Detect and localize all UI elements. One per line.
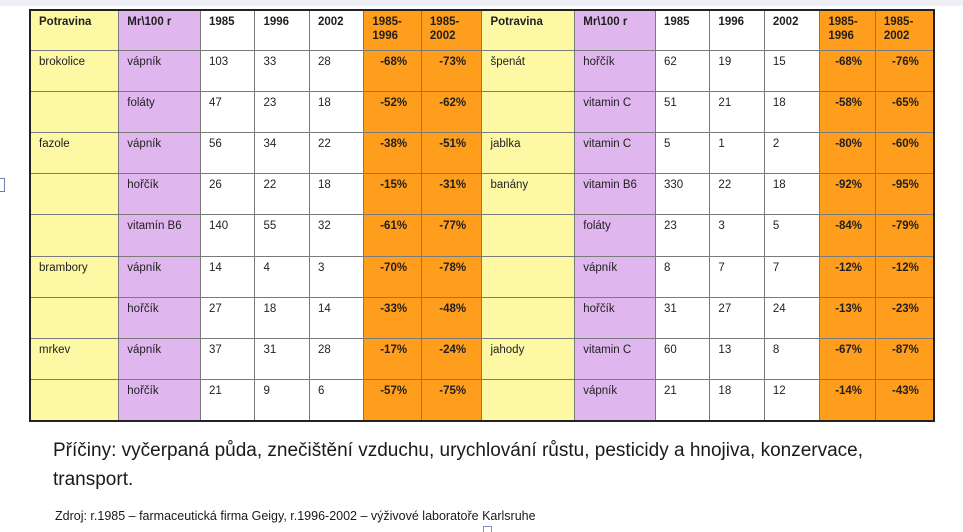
cell-nutrient: vitamin C — [575, 339, 656, 380]
cell-food: brambory — [30, 256, 119, 297]
cell-change-1985-1996: -92% — [820, 174, 875, 215]
cell-value-1996: 13 — [710, 339, 764, 380]
cell-change-1985-2002: -87% — [875, 339, 934, 380]
table-row — [30, 256, 934, 297]
cell-value-1985: 51 — [655, 91, 709, 132]
cell-value-1996: 18 — [255, 297, 309, 338]
cell-food — [30, 297, 119, 338]
top-rule — [0, 0, 963, 6]
header-nutrient-right: Mr\100 r — [575, 10, 656, 50]
cell-change-1985-1996: -84% — [820, 215, 875, 256]
cell-change-1985-2002: -24% — [421, 339, 482, 380]
cell-food: mrkev — [30, 339, 119, 380]
cell-change-1985-2002: -65% — [875, 91, 934, 132]
cell-nutrient: hořčík — [119, 297, 201, 338]
cell-value-2002: 18 — [764, 91, 819, 132]
cell-value-2002: 6 — [309, 380, 363, 421]
cell-value-2002: 14 — [309, 297, 363, 338]
cell-value-1985: 14 — [201, 256, 255, 297]
cell-value-1996: 19 — [710, 50, 764, 91]
cell-value-1996: 21 — [710, 91, 764, 132]
header-value-1985-right: 1985 — [655, 10, 709, 50]
cell-nutrient: foláty — [119, 91, 201, 132]
cell-value-1985: 21 — [201, 380, 255, 421]
header-value-1996-right: 1996 — [710, 10, 764, 50]
cell-food: fazole — [30, 132, 119, 173]
cell-value-2002: 12 — [764, 380, 819, 421]
cell-nutrient: vitamin B6 — [575, 174, 656, 215]
nutrient-table — [29, 9, 935, 422]
cell-value-2002: 7 — [764, 256, 819, 297]
cell-food: brokolice — [30, 50, 119, 91]
cell-value-2002: 3 — [309, 256, 363, 297]
header-value-2002-left: 2002 — [309, 10, 363, 50]
cell-change-1985-2002: -78% — [421, 256, 482, 297]
header-change-1985-1996-left: 1985-1996 — [364, 10, 422, 50]
cell-change-1985-1996: -80% — [820, 132, 875, 173]
cell-value-1996: 3 — [710, 215, 764, 256]
cell-value-1996: 27 — [710, 297, 764, 338]
cell-value-2002: 32 — [309, 215, 363, 256]
table-row — [30, 91, 934, 132]
header-value-2002-right: 2002 — [764, 10, 819, 50]
cell-nutrient: vitamin C — [575, 132, 656, 173]
cell-food: špenát — [482, 50, 575, 91]
cell-value-1996: 7 — [710, 256, 764, 297]
cell-value-1985: 26 — [201, 174, 255, 215]
table-row — [30, 132, 934, 173]
cell-change-1985-2002: -73% — [421, 50, 482, 91]
cell-food — [30, 91, 119, 132]
cell-nutrient: hořčík — [119, 174, 201, 215]
cell-nutrient: hořčík — [119, 380, 201, 421]
cell-nutrient: foláty — [575, 215, 656, 256]
cell-value-1996: 1 — [710, 132, 764, 173]
cell-change-1985-1996: -15% — [364, 174, 422, 215]
cell-value-2002: 18 — [764, 174, 819, 215]
cell-change-1985-2002: -76% — [875, 50, 934, 91]
cell-change-1985-2002: -75% — [421, 380, 482, 421]
cell-food: jahody — [482, 339, 575, 380]
header-value-1985-left: 1985 — [201, 10, 255, 50]
cell-value-1985: 37 — [201, 339, 255, 380]
cell-value-1996: 18 — [710, 380, 764, 421]
cell-change-1985-1996: -52% — [364, 91, 422, 132]
source-note: Zdroj: r.1985 – farmaceutická firma Geigy, r.1996-2002 – výživové laboratoře Karlsruhe — [55, 509, 536, 523]
cell-food — [482, 215, 575, 256]
table-row — [30, 380, 934, 421]
cell-value-1985: 47 — [201, 91, 255, 132]
cell-food — [30, 215, 119, 256]
cell-nutrient: hořčík — [575, 50, 656, 91]
cell-change-1985-1996: -61% — [364, 215, 422, 256]
cell-value-1985: 27 — [201, 297, 255, 338]
header-food-right: Potravina — [482, 10, 575, 50]
header-value-1996-left: 1996 — [255, 10, 309, 50]
cell-change-1985-2002: -51% — [421, 132, 482, 173]
cell-change-1985-1996: -58% — [820, 91, 875, 132]
cell-value-2002: 5 — [764, 215, 819, 256]
cell-value-1985: 103 — [201, 50, 255, 91]
cell-value-1996: 22 — [710, 174, 764, 215]
cell-nutrient: vápník — [575, 256, 656, 297]
cell-value-2002: 28 — [309, 50, 363, 91]
table-row — [30, 297, 934, 338]
cell-food — [482, 256, 575, 297]
cell-value-1996: 34 — [255, 132, 309, 173]
cell-value-2002: 18 — [309, 174, 363, 215]
cell-value-2002: 15 — [764, 50, 819, 91]
cell-change-1985-1996: -57% — [364, 380, 422, 421]
cell-food — [482, 91, 575, 132]
cell-change-1985-2002: -79% — [875, 215, 934, 256]
table-row — [30, 50, 934, 91]
cell-value-2002: 18 — [309, 91, 363, 132]
cell-value-2002: 8 — [764, 339, 819, 380]
cell-food — [482, 297, 575, 338]
cell-change-1985-1996: -33% — [364, 297, 422, 338]
cell-value-1985: 8 — [655, 256, 709, 297]
cell-change-1985-2002: -60% — [875, 132, 934, 173]
cell-value-1985: 60 — [655, 339, 709, 380]
cell-value-1985: 23 — [655, 215, 709, 256]
cell-value-1996: 23 — [255, 91, 309, 132]
cell-food — [30, 174, 119, 215]
table-row — [30, 174, 934, 215]
cell-change-1985-2002: -23% — [875, 297, 934, 338]
cell-value-1985: 5 — [655, 132, 709, 173]
cell-value-2002: 24 — [764, 297, 819, 338]
cell-value-1996: 22 — [255, 174, 309, 215]
cell-change-1985-2002: -48% — [421, 297, 482, 338]
cell-change-1985-1996: -68% — [364, 50, 422, 91]
cell-nutrient: vitamin C — [575, 91, 656, 132]
cell-food — [30, 380, 119, 421]
header-change-1985-2002-left: 1985-2002 — [421, 10, 482, 50]
cell-change-1985-1996: -68% — [820, 50, 875, 91]
cell-value-2002: 2 — [764, 132, 819, 173]
causes-text: Příčiny: vyčerpaná půda, znečištění vzduchu, urychlování růstu, pesticidy a hnojiva, konzervace, transport. — [53, 440, 864, 490]
header-nutrient-left: Mr\100 r — [119, 10, 201, 50]
cell-value-1996: 9 — [255, 380, 309, 421]
table-row — [30, 339, 934, 380]
cell-food: banány — [482, 174, 575, 215]
cell-change-1985-2002: -62% — [421, 91, 482, 132]
cell-nutrient: vápník — [119, 256, 201, 297]
cell-value-2002: 28 — [309, 339, 363, 380]
cell-nutrient: vápník — [119, 132, 201, 173]
cell-change-1985-1996: -70% — [364, 256, 422, 297]
cell-change-1985-2002: -77% — [421, 215, 482, 256]
cell-change-1985-1996: -67% — [820, 339, 875, 380]
cell-nutrient: vápník — [575, 380, 656, 421]
cell-change-1985-1996: -14% — [820, 380, 875, 421]
cell-value-1985: 56 — [201, 132, 255, 173]
bottom-handle — [483, 526, 492, 532]
header-food-left: Potravina — [30, 10, 119, 50]
table-row — [30, 215, 934, 256]
cell-value-1985: 62 — [655, 50, 709, 91]
left-edge-marker — [0, 178, 5, 192]
cell-change-1985-1996: -13% — [820, 297, 875, 338]
cell-change-1985-2002: -43% — [875, 380, 934, 421]
table-header-row — [30, 10, 934, 50]
cell-value-1985: 31 — [655, 297, 709, 338]
cell-change-1985-2002: -95% — [875, 174, 934, 215]
cell-change-1985-2002: -31% — [421, 174, 482, 215]
cell-nutrient: vápník — [119, 50, 201, 91]
cell-value-1985: 21 — [655, 380, 709, 421]
cell-change-1985-2002: -12% — [875, 256, 934, 297]
cell-value-1996: 33 — [255, 50, 309, 91]
cell-value-1985: 140 — [201, 215, 255, 256]
cell-value-2002: 22 — [309, 132, 363, 173]
cell-food — [482, 380, 575, 421]
cell-value-1996: 4 — [255, 256, 309, 297]
cell-value-1985: 330 — [655, 174, 709, 215]
cell-food: jablka — [482, 132, 575, 173]
table-body — [30, 50, 934, 421]
cell-value-1996: 31 — [255, 339, 309, 380]
cell-nutrient: vitamín B6 — [119, 215, 201, 256]
cell-nutrient: hořčík — [575, 297, 656, 338]
cell-value-1996: 55 — [255, 215, 309, 256]
cell-change-1985-1996: -17% — [364, 339, 422, 380]
header-change-1985-1996-right: 1985-1996 — [820, 10, 875, 50]
cell-change-1985-1996: -12% — [820, 256, 875, 297]
cell-nutrient: vápník — [119, 339, 201, 380]
cell-change-1985-1996: -38% — [364, 132, 422, 173]
header-change-1985-2002-right: 1985-2002 — [875, 10, 934, 50]
